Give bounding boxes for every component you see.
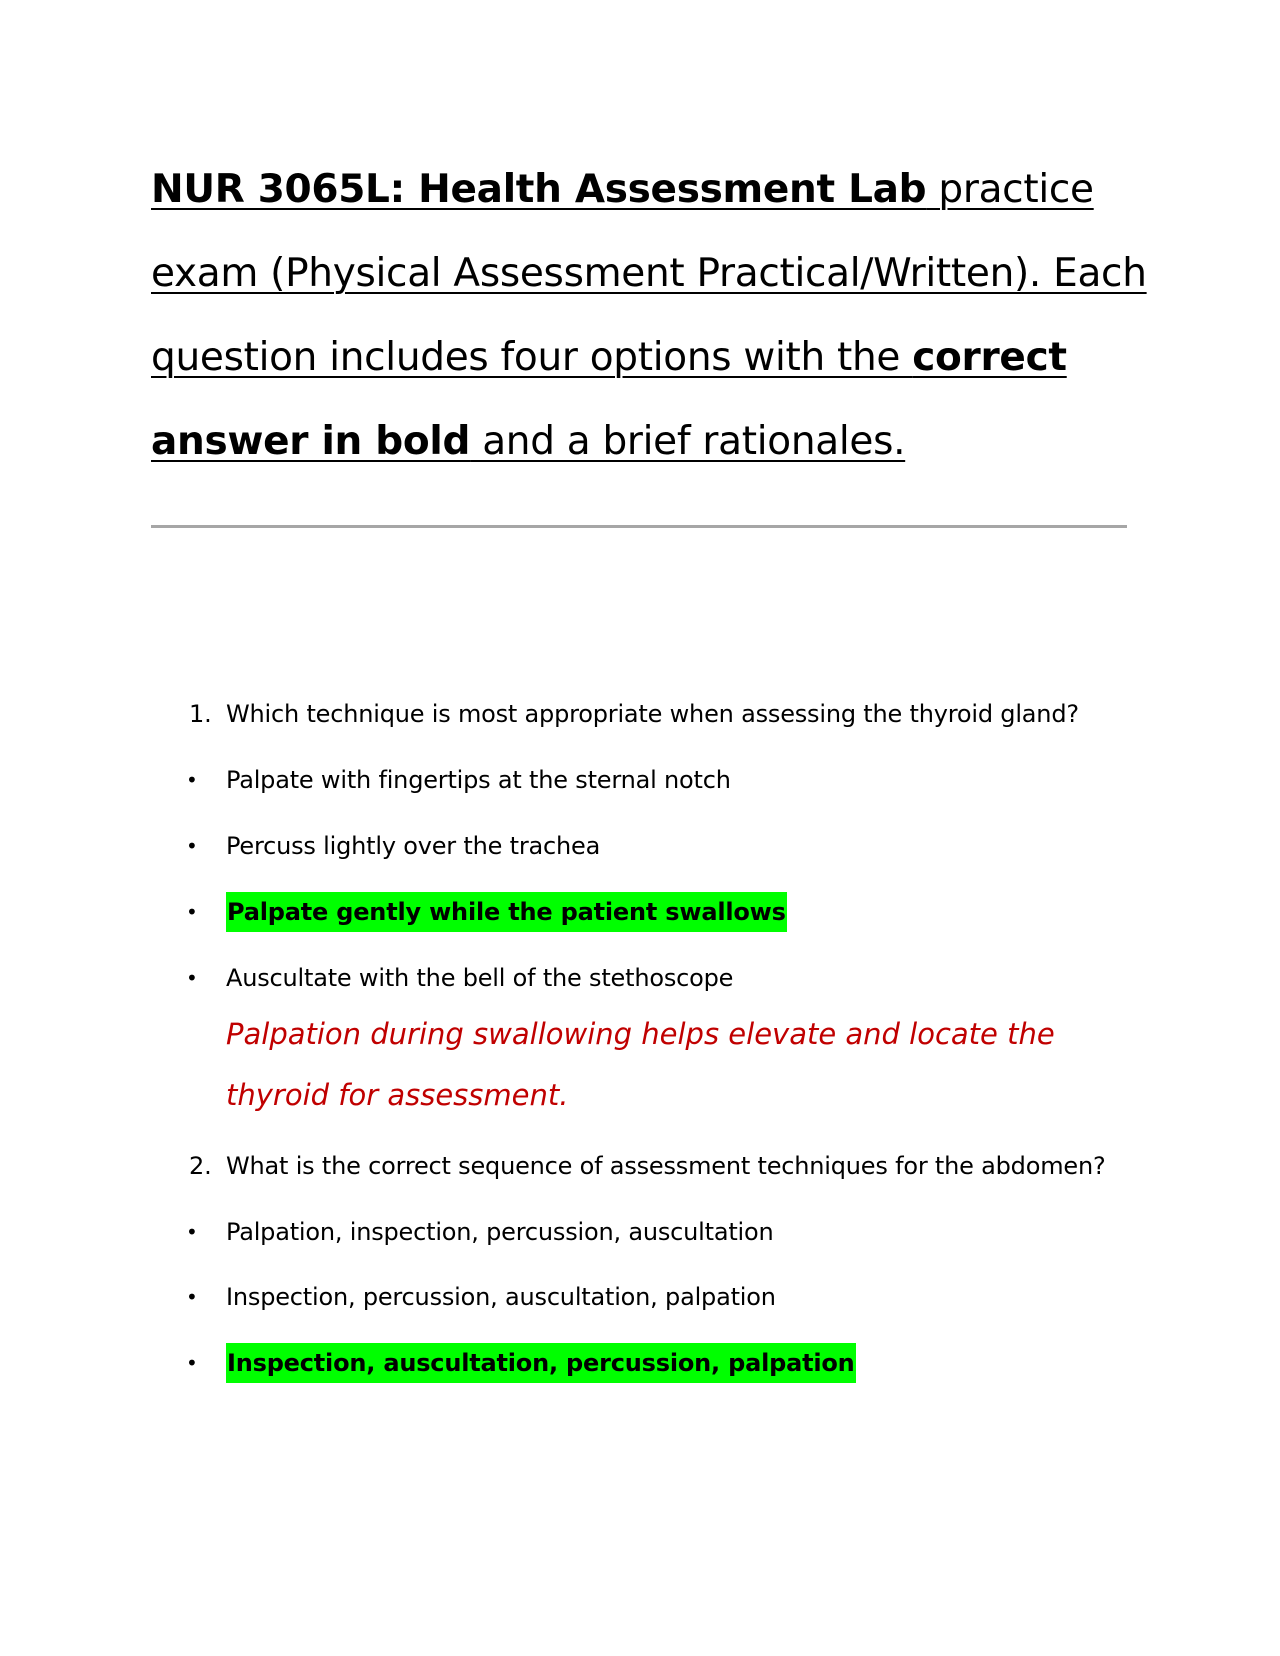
option-q2-a [0,1212,1280,1252]
option-q1-c-correct [0,892,1280,932]
bullet-icon: • [186,1351,198,1375]
option-text: Percuss lightly over the trachea [226,832,601,860]
bullet-icon: • [186,966,198,990]
title-course-name: NUR 3065L: Health Assessment Lab [151,167,927,212]
option-q1-d [0,958,1280,998]
horizontal-divider [151,525,1127,528]
option-q2-b [0,1277,1280,1317]
bullet-icon: • [186,1285,198,1309]
option-q1-a [0,760,1280,800]
bullet-icon: • [186,834,198,858]
title-bold-emphasis: correct answer in bold [151,335,1067,464]
correct-option-text: Palpate gently while the patient swallows [226,892,787,932]
bullet-icon: • [186,768,198,792]
title-description-end: and a brief rationales. [470,419,906,464]
option-text: Palpate with fingertips at the sternal notch [226,766,731,794]
rationale-q1: Palpation during swallowing helps elevate and locate the thyroid for assessment. [226,1017,1055,1112]
option-text: Auscultate with the bell of the stethoscope [226,964,734,992]
title-description: practice exam (Physical Assessment Practical/Written). Each question includes four options with the [151,167,1147,380]
option-text: Palpation, inspection, percussion, auscultation [226,1218,774,1246]
bullet-icon: • [186,900,198,924]
question-number: 1. [189,700,212,728]
question-number: 2. [189,1152,212,1180]
document-title [151,148,1151,484]
correct-option-text: Inspection, auscultation, percussion, palpation [226,1343,856,1383]
question-text: What is the correct sequence of assessment techniques for the abdomen? [226,1152,1106,1180]
question-2 [0,1146,1280,1186]
option-q1-b [0,826,1280,866]
option-q2-c-correct [0,1343,1280,1383]
bullet-icon: • [186,1220,198,1244]
question-text: Which technique is most appropriate when assessing the thyroid gland? [226,700,1079,728]
option-text: Inspection, percussion, auscultation, palpation [226,1283,776,1311]
question-1 [0,694,1280,734]
